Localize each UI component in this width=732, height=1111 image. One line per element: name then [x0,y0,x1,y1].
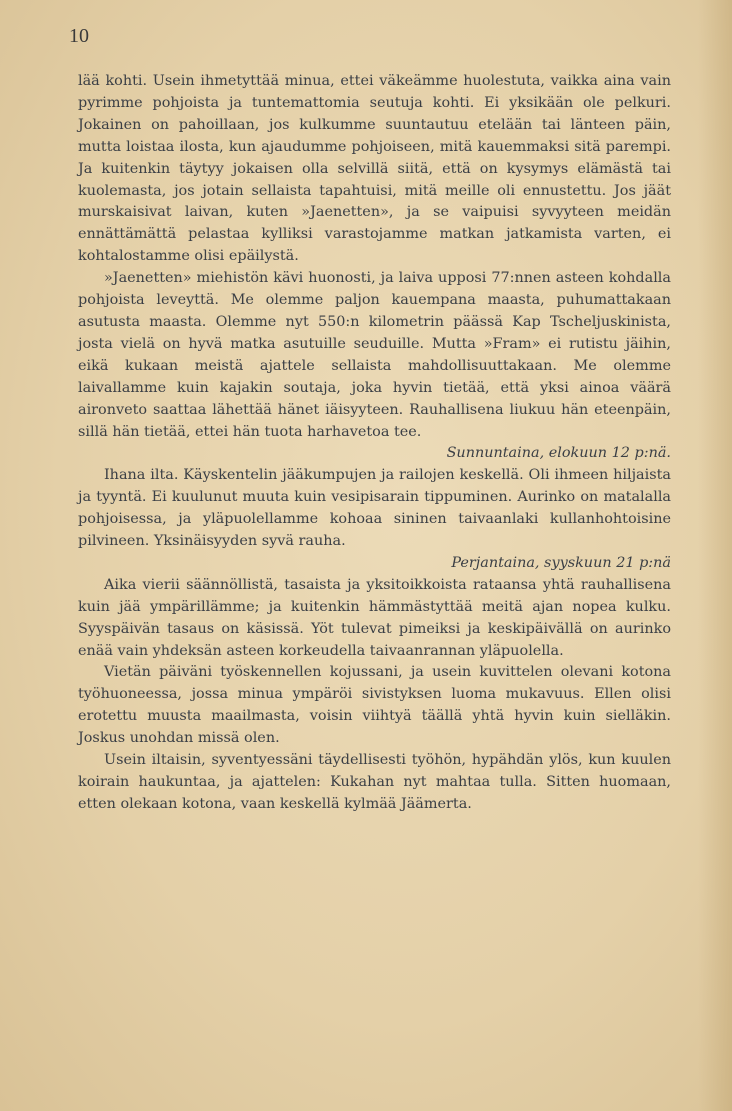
page-edge-shadow [698,0,732,1111]
paragraph: lää kohti. Usein ihmetyttää minua, ettei väkeämme huolestuta, vaikka aina vain pyrimme pohjoista ja tuntemattomia seutuja kohti. Ei yksikään ole pelkuri. Jokainen on pahoillaan, jos kulkumme suuntautuu etelään tai länteen päin, mutta loistaa ilosta, kun ajaudumme pohjoiseen, mitä kauemmaksi sitä parempi. Ja kuitenkin täytyy jokaisen olla selvillä siitä, että on kysymys elämästä tai kuolemasta, jos jotain sellaista tapahtuisi, mitä meille oli ennustettu. Jos jäät murskaisivat laivan, kuten »Jaenetten», ja se vaipuisi syvyyteen meidän ennättämättä pelastaa kylliksi varastojamme matkan jatkamista varten, ei kohtalostamme olisi epäilystä. [78,73,671,265]
paragraph: Aika vierii säännöllistä, tasaista ja yksitoikkoista rataansa yhtä rauhallisena kuin jää ympärillämme; ja kuitenkin hämmästyttää meitä ajan nopea kulku. Syyspäivän tasaus on käsissä. Yöt tulevat pimeiksi ja keskipäivällä on aurinko enää vain yhdeksän asteen korkeudella taivaanrannan yläpuolella. [78,576,671,659]
paragraph: Vietän päiväni työskennellen kojussani, ja usein kuvittelen olevani kotona työhuoneessa, jossa minua ympäröi sivistyksen luoma mukavuus. Ellen olisi erotettu muusta maailmasta, voisin viihtyä täällä yhtä hyvin kuin sielläkin. Joskus unohdan missä olen. [78,664,671,747]
paragraph: Ihana ilta. Käyskentelin jääkumpujen ja railojen keskellä. Oli ihmeen hiljaista ja tyyntä. Ei kuulunut muuta kuin vesipisarain tippuminen. Aurinko on matalalla pohjoisessa, ja yläpuolellamme kohoaa sininen taivaanlaki kullanhohtoisine pilvineen. Yksinäisyyden syvä rauha. [78,467,671,550]
page-number: 10 [69,25,89,47]
date-heading: Sunnuntaina, elokuun 12 p:nä. [446,445,671,462]
body-text [78,71,671,816]
date-heading: Perjantaina, syyskuun 21 p:nä [451,554,671,571]
paragraph: Usein iltaisin, syventyessäni täydellisesti työhön, hypähdän ylös, kun kuulen koirain haukuntaa, ja ajattelen: Kukahan nyt mahtaa tulla. Sitten huomaan, etten olekaan kotona, vaan keskellä kylmää Jäämerta. [78,752,671,812]
paragraph: »Jaenetten» miehistön kävi huonosti, ja laiva upposi 77:nnen asteen kohdalla pohjoista leveyttä. Me olemme paljon kauempana maasta, puhumattakaan asutusta maasta. Olemme nyt 550:n kilometrin päässä Kap Tscheljuskinista, josta vielä on hyvä matka asutuille seuduille. Mutta »Fram» ei rutistu jäihin, eikä kukaan meistä ajattele sellaista mahdollisuuttakaan. Me olemme laivallamme kuin kajakin soutaja, joka hyvin tietää, että yksi ainoa väärä aironveto saattaa lähettää hänet iäisyyteen. Rauhallisena liukuu hän eteenpäin, sillä hän tietää, ettei hän tuota harhavetoa tee. [78,270,671,440]
